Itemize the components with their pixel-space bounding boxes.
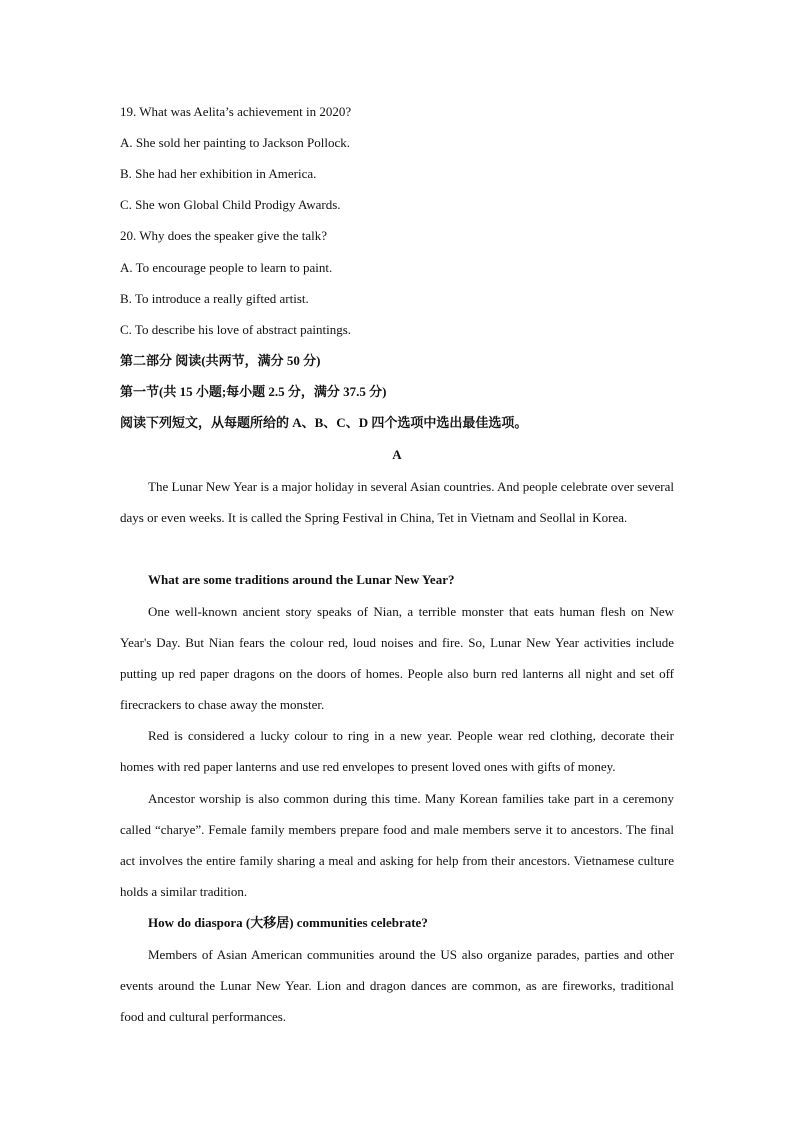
paragraph-4: Ancestor worship is also common during this time. Many Korean families take part in a ceremony called “charye”. Female family members prepare food and male members serve it to ancestors. The final act involves the entire family sharing a meal and asking for help from their ancestors. Vietnamese culture holds a similar tradition. <box>120 791 674 899</box>
instruction: 阅读下列短文，从每题所给的 A、B、C、D 四个选项中选出最佳选项。 <box>120 415 528 430</box>
question-20-option-c: C. To describe his love of abstract paintings. <box>120 322 351 337</box>
passage-label: A <box>392 447 402 462</box>
question-20-stem: 20. Why does the speaker give the talk? <box>120 228 327 243</box>
question-19-option-b: B. She had her exhibition in America. <box>120 166 317 181</box>
question-19-stem: 19. What was Aelita’s achievement in 2020? <box>120 104 352 119</box>
paragraph-2: One well-known ancient story speaks of Nian, a terrible monster that eats human flesh on New Year's Day. But Nian fears the colour red, loud noises and fire. So, Lunar New Year activities include putting up red paper dragons on the doors of homes. People also burn red lanterns all night and set off firecrackers to chase away the monster. <box>120 604 674 712</box>
paragraph-3: Red is considered a lucky colour to ring in a new year. People wear red clothing, decorate their homes with red paper lanterns and use red envelopes to present loved ones with gifts of money. <box>120 728 674 774</box>
section-subtitle: 第一节(共 15 小题;每小题 2.5 分，满分 37.5 分) <box>120 384 387 399</box>
paragraph-1: The Lunar New Year is a major holiday in several Asian countries. And people celebrate over several days or even weeks. It is called the Spring Festival in China, Tet in Vietnam and Seollal in Korea. <box>120 479 674 525</box>
question-20-option-b: B. To introduce a really gifted artist. <box>120 291 309 306</box>
part-title: 第二部分 阅读(共两节，满分 50 分) <box>120 353 321 368</box>
question-19-option-c: C. She won Global Child Prodigy Awards. <box>120 197 341 212</box>
question-20-option-a: A. To encourage people to learn to paint. <box>120 260 333 275</box>
question-19-option-a: A. She sold her painting to Jackson Pollock. <box>120 135 351 150</box>
heading-diaspora: How do diaspora (大移居) communities celebrate? <box>148 915 428 930</box>
heading-traditions: What are some traditions around the Lunar New Year? <box>148 572 455 587</box>
paragraph-5: Members of Asian American communities around the US also organize parades, parties and other events around the Lunar New Year. Lion and dragon dances are common, as are fireworks, traditional food and cultural performances. <box>120 947 674 1024</box>
